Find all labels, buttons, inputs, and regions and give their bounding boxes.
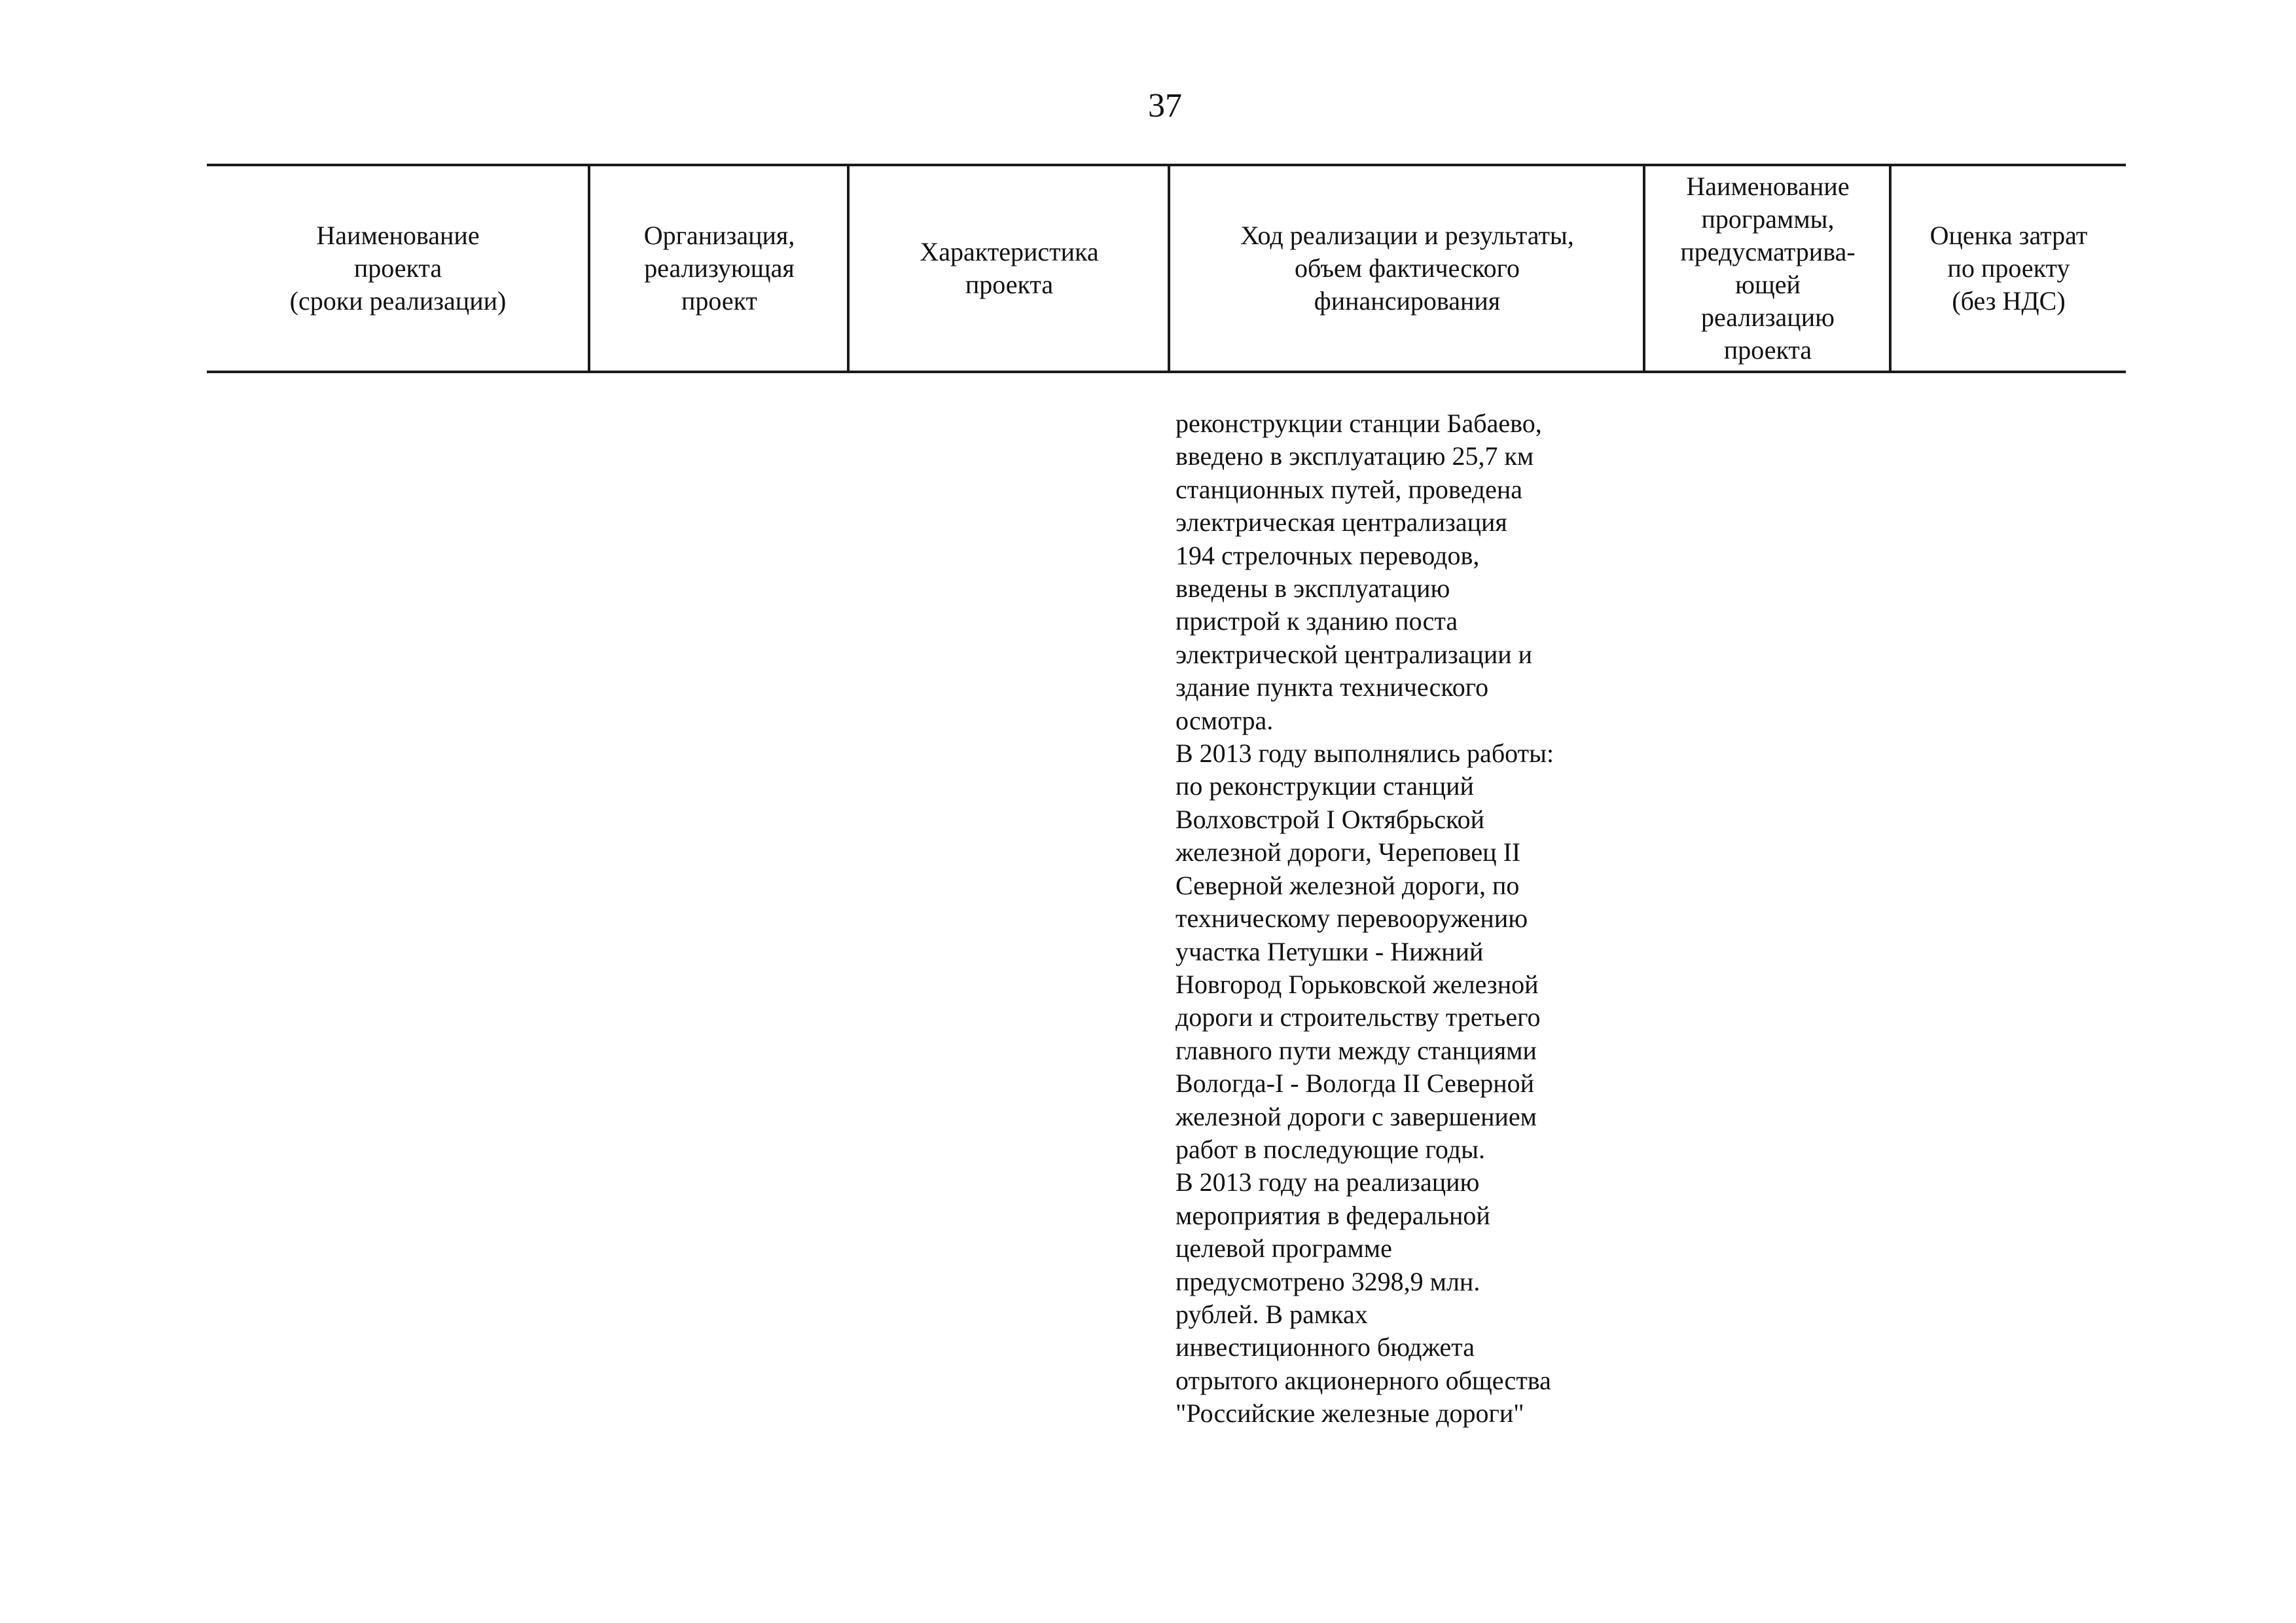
header-program [1645, 166, 1890, 371]
header-organization [590, 166, 848, 371]
page-number: 37 [1148, 87, 1182, 124]
header-project-name [207, 166, 589, 371]
header-cost-estimate [1892, 166, 2126, 371]
header-characteristics-label: Характеристика проекта [920, 237, 1099, 299]
header-progress [1170, 166, 1644, 371]
header-cost-estimate-label: Оценка затрат по проекту (без НДС) [1929, 221, 2088, 316]
header-progress-label: Ход реализации и результаты, объем фактического финансирования [1240, 221, 1574, 316]
header-program-label: Наименование программы, предусматрива- ющей реализацию проекта [1680, 172, 1856, 365]
header-project-name-label: Наименование проекта (сроки реализации) [289, 221, 507, 316]
progress-cell-text: реконструкции станции Бабаево, введено в эксплуатацию 25,7 км станционных путей, проведена электрическая централизация 194 стрелочных переводов, введены в эксплуатацию пристрой к зданию поста электрической централизации и здание пункта технического осмотра. В 2013 году выполнялись работы: по реконструкции станций Волховстрой I Октябрьской железной дороги, Череповец II Северной железной дороги, по техническому перевооружению участка Петушки - Нижний Новгород Горьковской железной дороги и строительству третьего главного пути между станциями Вологда-I - Вологда II Северной железной дороги с завершением работ в последующие годы. В 2013 году на реализацию мероприятия в федеральной целевой программе предусмотрено 3298,9 млн. рублей. В рамках инвестиционного бюджета отрытого акционерного общества "Российские железные дороги" [1175, 409, 1554, 1429]
header-organization-label: Организация, реализующая проект [643, 221, 795, 316]
header-characteristics [850, 166, 1169, 371]
table-header [207, 164, 2126, 373]
